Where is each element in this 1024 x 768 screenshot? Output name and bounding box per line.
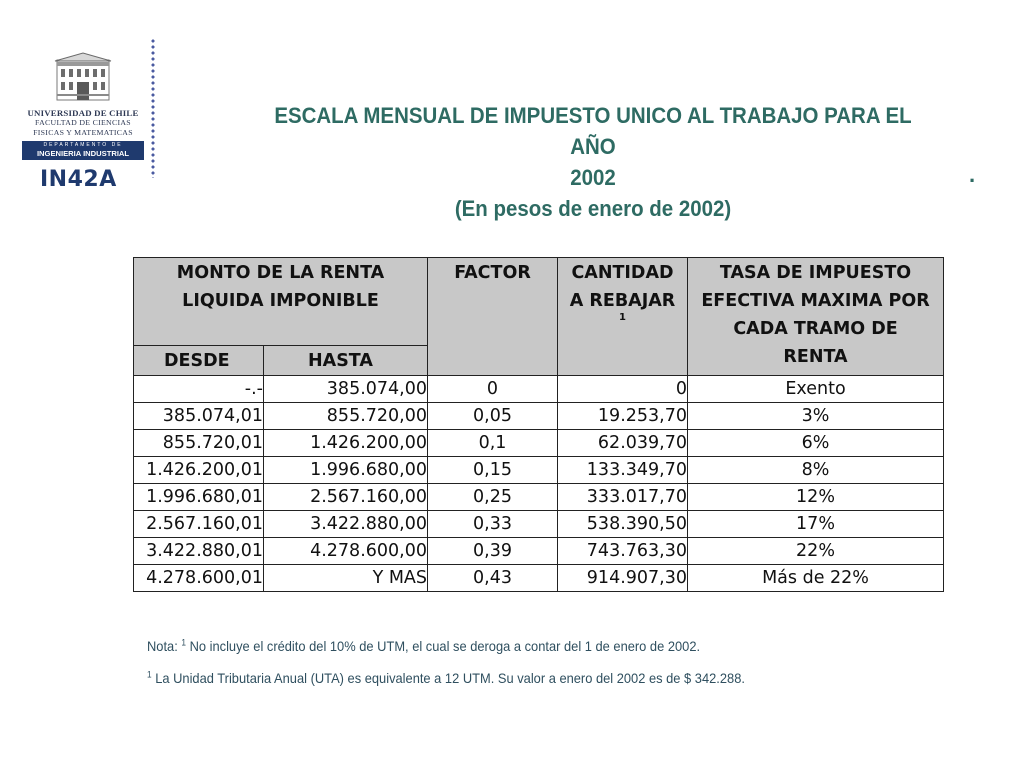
header-desde: DESDE: [134, 346, 264, 376]
cell-cantidad: 538.390,50: [558, 511, 688, 538]
tax-scale-table: [133, 257, 944, 592]
title-trailing-dot: .: [969, 162, 976, 187]
cell-cantidad: 743.763,30: [558, 538, 688, 565]
table-row: [134, 511, 944, 538]
header-tasa-line1: TASA DE IMPUESTO: [719, 263, 912, 283]
header-cantidad-line2: A REBAJAR: [569, 291, 676, 311]
logo-faculty-line2: FISICAS Y MATEMATICAS: [33, 128, 133, 137]
cell-tasa: 6%: [688, 430, 944, 457]
cell-hasta: 2.567.160,00: [264, 484, 428, 511]
title-line-2: 2002: [570, 165, 616, 190]
cell-desde: 1.996.680,01: [134, 484, 264, 511]
header-hasta: HASTA: [264, 346, 428, 376]
cell-hasta: 1.426.200,00: [264, 430, 428, 457]
university-building-icon: [51, 52, 115, 102]
cell-tasa: 3%: [688, 403, 944, 430]
cell-desde: -.-: [134, 376, 264, 403]
cell-desde: 3.422.880,01: [134, 538, 264, 565]
header-factor: FACTOR: [428, 258, 558, 376]
cell-tasa: 8%: [688, 457, 944, 484]
header-tasa-line4: RENTA: [783, 347, 848, 367]
table-header-row: [134, 258, 944, 346]
cell-hasta: 3.422.880,00: [264, 511, 428, 538]
cell-tasa: 12%: [688, 484, 944, 511]
cell-hasta: Y MAS: [264, 565, 428, 592]
cell-factor: 0,43: [428, 565, 558, 592]
footnote-2: [147, 670, 745, 686]
course-code: IN42A: [40, 167, 117, 192]
cell-cantidad: 19.253,70: [558, 403, 688, 430]
cell-factor: 0,25: [428, 484, 558, 511]
footnote-1-mark: 1: [181, 637, 186, 648]
table-row: [134, 484, 944, 511]
cell-tasa: Exento: [688, 376, 944, 403]
logo-university-name: UNIVERSIDAD DE CHILE: [27, 108, 139, 118]
cell-cantidad: 62.039,70: [558, 430, 688, 457]
cell-desde: 4.278.600,01: [134, 565, 264, 592]
header-monto: [134, 258, 428, 346]
cell-desde: 855.720,01: [134, 430, 264, 457]
table-row: [134, 565, 944, 592]
cell-desde: 385.074,01: [134, 403, 264, 430]
cell-hasta: 385.074,00: [264, 376, 428, 403]
footnote-1-text: No incluye el crédito del 10% de UTM, el cual se deroga a contar del 1 de enero de 2002.: [185, 638, 701, 654]
cell-factor: 0,15: [428, 457, 558, 484]
header-cantidad-line1: CANTIDAD: [571, 263, 674, 283]
cell-hasta: 4.278.600,00: [264, 538, 428, 565]
cell-desde: 1.426.200,01: [134, 457, 264, 484]
cell-cantidad: 333.017,70: [558, 484, 688, 511]
logo-department-band: [22, 141, 144, 160]
page-title: [255, 100, 930, 224]
logo-department-label: DEPARTAMENTO DE: [43, 142, 123, 148]
university-logo: [22, 52, 144, 160]
title-line-1: ESCALA MENSUAL DE IMPUESTO UNICO AL TRABAJO PARA EL AÑO: [274, 103, 912, 159]
header-monto-line2: LIQUIDA IMPONIBLE: [182, 291, 379, 311]
footnote-1-prefix: Nota:: [147, 638, 182, 654]
table-row: [134, 376, 944, 403]
logo-department-name: INGENIERIA INDUSTRIAL: [36, 149, 130, 158]
header-tasa-line3: CADA TRAMO DE: [733, 319, 898, 339]
table-row: [134, 457, 944, 484]
footnote-2-text: La Unidad Tributaria Anual (UTA) es equivalente a 12 UTM. Su valor a enero del 2002 es de $ 342.288.: [151, 670, 745, 686]
cell-factor: 0,05: [428, 403, 558, 430]
header-tasa-line2: EFECTIVA MAXIMA POR: [701, 291, 930, 311]
header-tasa: [688, 258, 944, 376]
title-line-3: (En pesos de enero de 2002): [454, 196, 732, 221]
cell-hasta: 855.720,00: [264, 403, 428, 430]
cell-desde: 2.567.160,01: [134, 511, 264, 538]
cell-hasta: 1.996.680,00: [264, 457, 428, 484]
cell-cantidad: 914.907,30: [558, 565, 688, 592]
header-cantidad: [558, 258, 688, 376]
cell-tasa: Más de 22%: [688, 565, 944, 592]
table-row: [134, 430, 944, 457]
cell-factor: 0,1: [428, 430, 558, 457]
header-monto-line1: MONTO DE LA RENTA: [176, 263, 385, 283]
cell-cantidad: 133.349,70: [558, 457, 688, 484]
footnote-2-mark: 1: [147, 669, 152, 680]
cell-tasa: 22%: [688, 538, 944, 565]
table-row: [134, 403, 944, 430]
cell-factor: 0,39: [428, 538, 558, 565]
cell-cantidad: 0: [558, 376, 688, 403]
header-cantidad-footnote: 1: [619, 312, 626, 323]
cell-factor: 0,33: [428, 511, 558, 538]
cell-tasa: 17%: [688, 511, 944, 538]
cell-factor: 0: [428, 376, 558, 403]
footnote-1: [147, 638, 700, 654]
logo-faculty-line1: FACULTAD DE CIENCIAS: [35, 118, 131, 127]
dotted-divider: [151, 38, 155, 178]
table-row: [134, 538, 944, 565]
